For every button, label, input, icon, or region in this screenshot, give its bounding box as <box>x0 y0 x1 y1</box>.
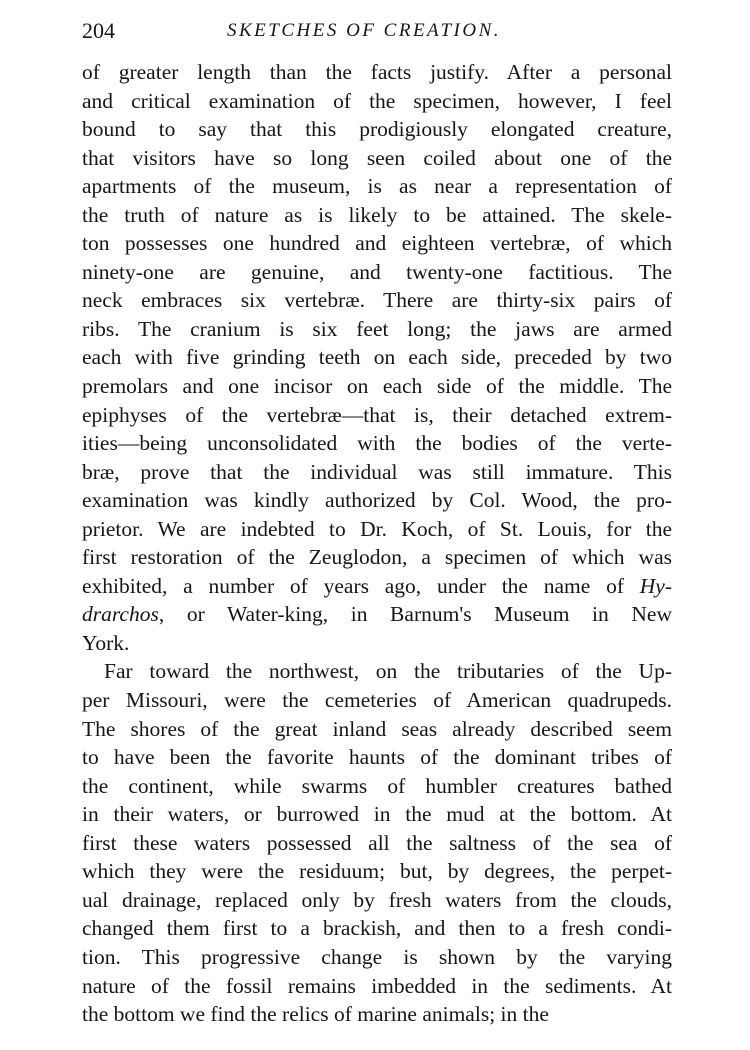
text-line <box>82 715 672 744</box>
text-line <box>82 572 672 601</box>
text-line <box>82 201 672 230</box>
text-line <box>82 172 672 201</box>
text-run: bound to say that this prodigiously elongated creature, <box>82 117 672 142</box>
text-run: each with five grinding teeth on each side, preceded by two <box>82 345 672 370</box>
text-line <box>82 829 672 858</box>
text-line <box>82 115 672 144</box>
text-line <box>82 458 672 487</box>
text-line <box>82 229 672 258</box>
text-line <box>82 943 672 972</box>
text-run: to have been the favorite haunts of the dominant tribes of <box>82 745 672 770</box>
text-run: nature of the fossil remains imbedded in the sediments. At <box>82 973 672 998</box>
text-run: in their waters, or burrowed in the mud at the bottom. At <box>82 802 672 827</box>
text-line <box>82 315 672 344</box>
text-line <box>82 600 672 629</box>
paragraph <box>82 657 672 1028</box>
text-run: which they were the residuum; but, by degrees, the perpet- <box>82 859 672 884</box>
text-run: The shores of the great inland seas already described seem <box>82 716 672 741</box>
text-run: epiphyses of the vertebræ—that is, their detached extrem- <box>82 402 672 427</box>
text-line <box>82 58 672 87</box>
text-run: first these waters possessed all the saltness of the sea of <box>82 830 672 855</box>
text-line <box>82 401 672 430</box>
text-run: of greater length than the facts justify. After a personal <box>82 60 672 84</box>
text-line <box>82 972 672 1001</box>
text-run: ninety-one are genuine, and twenty-one factitious. The <box>82 259 672 284</box>
italic-text-run: drarchos <box>82 602 159 627</box>
page-number: 204 <box>82 18 115 43</box>
text-run: and critical examination of the specimen, however, I feel <box>82 88 672 113</box>
text-line <box>82 258 672 287</box>
text-line <box>82 87 672 116</box>
text-line <box>82 857 672 886</box>
text-line <box>82 543 672 572</box>
text-line <box>82 743 672 772</box>
running-head <box>82 16 672 46</box>
text-run: tion. This progressive change is shown by the varying <box>82 944 672 969</box>
text-line <box>82 144 672 173</box>
text-run: that visitors have so long seen coiled about one of the <box>82 145 672 170</box>
text-run: ton possesses one hundred and eighteen vertebræ, of which <box>82 231 672 256</box>
text-run: the truth of nature as is likely to be attained. The skele- <box>82 202 672 227</box>
text-run: ual drainage, replaced only by fresh waters from the clouds, <box>82 887 672 912</box>
text-run: neck embraces six vertebræ. There are thirty-six pairs of <box>82 288 672 313</box>
text-run: per Missouri, were the cemeteries of American quadrupeds. <box>82 688 672 713</box>
running-title: SKETCHES OF CREATION. <box>227 20 501 41</box>
paragraph <box>82 58 672 657</box>
text-line <box>82 286 672 315</box>
text-line <box>82 886 672 915</box>
text-line <box>82 343 672 372</box>
text-line <box>82 429 672 458</box>
text-run: first restoration of the Zeuglodon, a specimen of which was <box>82 545 672 570</box>
text-line <box>82 686 672 715</box>
text-line <box>82 800 672 829</box>
body-text <box>82 58 672 1029</box>
text-run: Far toward the northwest, on the tributaries of the Up- <box>104 659 672 684</box>
italic-text-run: Hy- <box>639 573 672 598</box>
text-run: prietor. We are indebted to Dr. Koch, of St. Louis, for the <box>82 516 672 541</box>
text-run: ribs. The cranium is six feet long; the jaws are armed <box>82 316 672 341</box>
text-run: exhibited, a number of years ago, under the name of <box>82 573 640 598</box>
text-run: the continent, while swarms of humbler creatures bathed <box>82 773 672 798</box>
text-line <box>82 629 672 658</box>
text-line <box>82 772 672 801</box>
text-line <box>82 914 672 943</box>
text-line <box>82 515 672 544</box>
text-run: ities—being unconsolidated with the bodies of the verte- <box>82 431 672 456</box>
text-line <box>82 1000 672 1029</box>
text-run: the bottom we find the relics of marine animals; in the <box>82 1002 549 1027</box>
text-run: York. <box>82 630 130 655</box>
text-run: examination was kindly authorized by Col. Wood, the pro- <box>82 488 672 513</box>
text-run: , or Water-king, in Barnum's Museum in New <box>158 602 672 627</box>
text-line <box>82 372 672 401</box>
text-run: bræ, prove that the individual was still immature. This <box>82 459 672 484</box>
text-run: changed them first to a brackish, and then to a fresh condi- <box>82 916 672 941</box>
text-run: premolars and one incisor on each side of the middle. The <box>82 374 672 399</box>
text-run: apartments of the museum, is as near a representation of <box>82 174 672 199</box>
text-line <box>82 657 672 686</box>
text-line <box>82 486 672 515</box>
